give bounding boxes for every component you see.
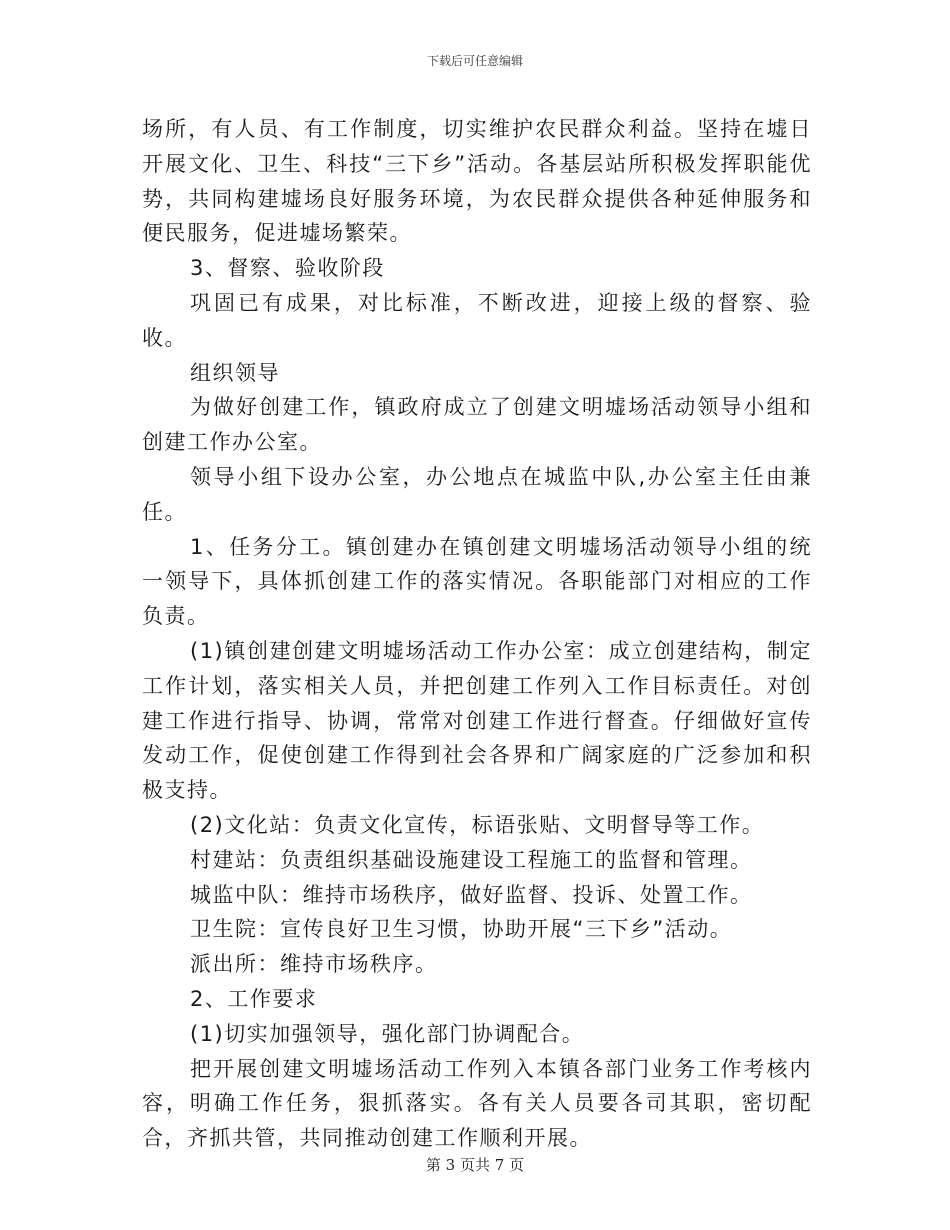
- document-body: [142, 112, 812, 1156]
- section-heading: 组织领导: [190, 360, 280, 385]
- paragraph: 1、任务分工。镇创建办在镇创建文明墟场活动领导小组的统一领导下，具体抓创建工作的落实情况。各职能部门对相应的工作负责。: [142, 534, 812, 629]
- paragraph: (1)切实加强领导，强化部门协调配合。: [190, 1021, 585, 1046]
- paragraph: 为做好创建工作，镇政府成立了创建文明墟场活动领导小组和创建工作办公室。: [142, 395, 812, 455]
- paragraph: 把开展创建文明墟场活动工作列入本镇各部门业务工作考核内容，明确工作任务，狠抓落实。各有关人员要各司其职，密切配合，齐抓共管，共同推动创建工作顺利开展。: [142, 1056, 812, 1151]
- paragraph: 领导小组下设办公室，办公地点在城监中队,办公室主任由兼任。: [142, 464, 812, 524]
- paragraph: (1)镇创建创建文明墟场活动工作办公室：成立创建结构，制定工作计划，落实相关人员，并把创建工作列入工作目标责任。对创建工作进行指导、协调，常常对创建工作进行督查。仔细做好宣传发动工作，促使创建工作得到社会各界和广阔家庭的广泛参加和积极支持。: [142, 638, 812, 803]
- page-number-footer: 第 3 页共 7 页: [425, 1156, 525, 1174]
- paragraph: 城监中队：维持市场秩序，做好监督、投诉、处置工作。: [190, 882, 753, 907]
- paragraph: 村建站：负责组织基础设施建设工程施工的监督和管理。: [190, 847, 753, 872]
- section-heading: 3、督察、验收阶段: [190, 256, 385, 281]
- paragraph: 卫生院：宣传良好卫生习惯，协助开展“三下乡”活动。: [190, 917, 733, 942]
- section-heading: 2、工作要求: [190, 986, 318, 1011]
- paragraph: 巩固已有成果，对比标准，不断改进，迎接上级的督察、验收。: [142, 290, 812, 350]
- page-header: 下载后可任意编辑: [426, 54, 523, 68]
- paragraph: 场所，有人员、有工作制度，切实维护农民群众利益。坚持在墟日开展文化、卫生、科技“三下乡”活动。各基层站所积极发挥职能优势，共同构建墟场良好服务环境，为农民群众提供各种延伸服务和便民服务，促进墟场繁荣。: [142, 117, 812, 246]
- paragraph: (2)文化站：负责文化宣传，标语张贴、文明督导等工作。: [190, 812, 765, 837]
- paragraph: 派出所：维持市场秩序。: [190, 952, 438, 977]
